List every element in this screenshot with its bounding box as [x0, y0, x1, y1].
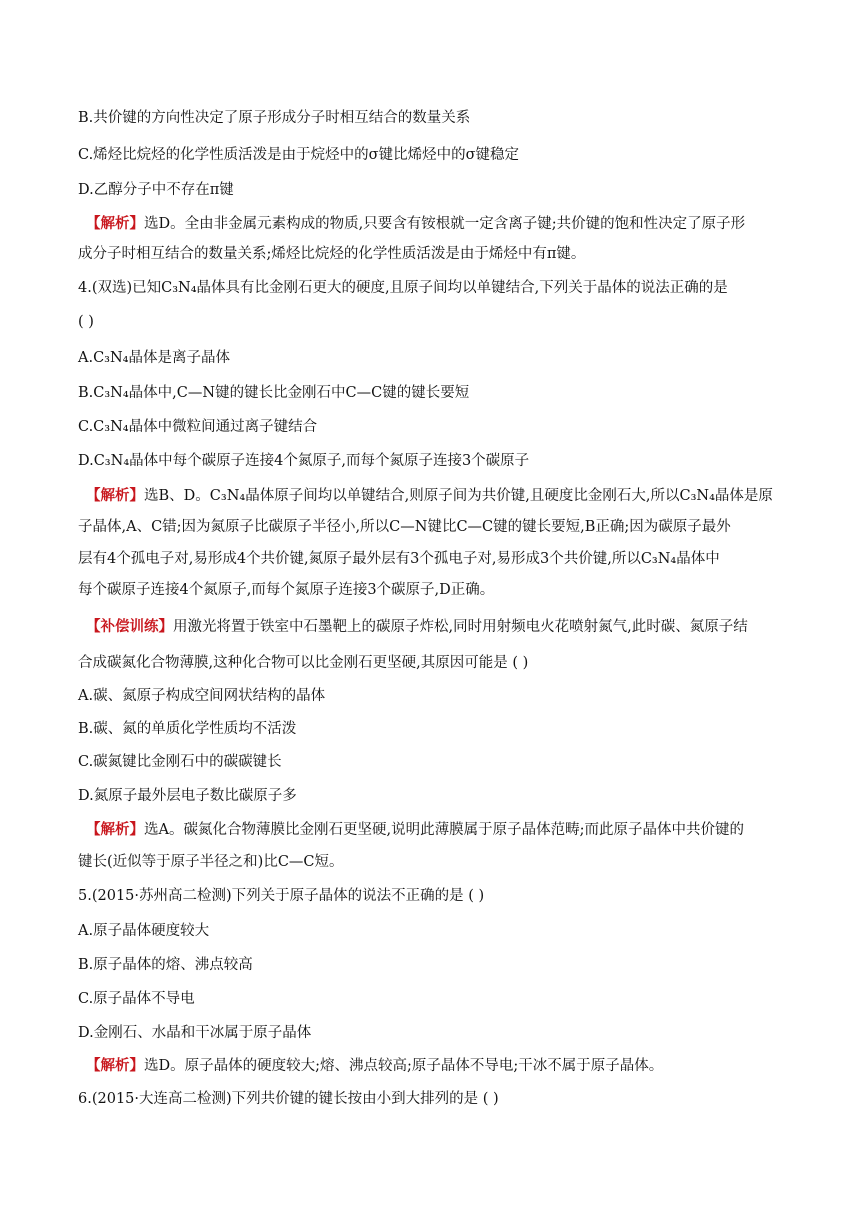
q5-analysis-text: 选D。原子晶体的硬度较大;熔、沸点较高;原子晶体不导电;干冰不属于原子晶体。 — [144, 1058, 664, 1074]
q4-option-b: B.C₃N₄晶体中,C—N键的键长比金刚石中C—C键的键长要短 — [78, 385, 470, 401]
q4-stem: 4.(双选)已知C₃N₄晶体具有比金刚石更大的硬度,且原子间均以单键结合,下列关于晶体的说法正确的是 — [78, 280, 728, 296]
q4-analysis — [86, 486, 798, 506]
q4-analysis-cont-1: 子晶体,A、C错;因为氮原子比碳原子半径小,所以C—N键比C—C键的键长要短,B正确;因为碳原子最外 — [78, 519, 731, 535]
bonus-option-c: C.碳氮键比金刚石中的碳碳键长 — [78, 754, 282, 770]
q4-stem-paren: ( ) — [78, 314, 94, 330]
q5-option-c: C.原子晶体不导电 — [78, 991, 195, 1007]
q5-option-a: A.原子晶体硬度较大 — [78, 923, 210, 939]
q3-analysis-cont: 成分子时相互结合的数量关系;烯烃比烷烃的化学性质活泼是由于烯烃中有π键。 — [78, 246, 586, 262]
q4-option-c: C.C₃N₄晶体中微粒间通过离子键结合 — [78, 419, 318, 435]
analysis-tag: 【解析】 — [86, 215, 144, 232]
q4-analysis-cont-2: 层有4个孤电子对,易形成4个共价键,氮原子最外层有3个孤电子对,易形成3个共价键,所以C₃N₄晶体中 — [78, 551, 720, 567]
bonus-analysis-cont: 键长(近似等于原子半径之和)比C—C短。 — [78, 854, 344, 870]
bonus-analysis — [86, 820, 798, 840]
bonus-stem-cont: 合成碳氮化合物薄膜,这种化合物可以比金刚石更坚硬,其原因可能是 ( ) — [78, 655, 529, 671]
q3-option-c: C.烯烃比烷烃的化学性质活泼是由于烷烃中的σ键比烯烃中的σ键稳定 — [78, 147, 519, 163]
bonus-stem-text: 用激光将置于铁室中石墨靶上的碳原子炸松,同时用射频电火花喷射氮气,此时碳、氮原子结 — [173, 619, 748, 635]
analysis-tag: 【解析】 — [86, 821, 144, 838]
q5-stem: 5.(2015·苏州高二检测)下列关于原子晶体的说法不正确的是 ( ) — [78, 888, 485, 904]
q3-option-b: B.共价键的方向性决定了原子形成分子时相互结合的数量关系 — [78, 110, 471, 126]
q3-option-d: D.乙醇分子中不存在π键 — [78, 182, 234, 198]
analysis-tag: 【解析】 — [86, 487, 144, 504]
q4-option-d: D.C₃N₄晶体中每个碳原子连接4个氮原子,而每个氮原子连接3个碳原子 — [78, 453, 530, 469]
bonus-tag: 【补偿训练】 — [86, 618, 173, 635]
q5-option-b: B.原子晶体的熔、沸点较高 — [78, 957, 253, 973]
bonus-stem — [86, 617, 798, 637]
q3-analysis — [86, 214, 798, 234]
q4-option-a: A.C₃N₄晶体是离子晶体 — [78, 350, 230, 366]
q5-option-d: D.金刚石、水晶和干冰属于原子晶体 — [78, 1025, 312, 1041]
bonus-option-a: A.碳、氮原子构成空间网状结构的晶体 — [78, 688, 326, 704]
bonus-option-d: D.氮原子最外层电子数比碳原子多 — [78, 788, 297, 804]
q3-analysis-text: 选D。全由非金属元素构成的物质,只要含有铵根就一定含离子键;共价键的饱和性决定了原子形 — [144, 216, 746, 232]
analysis-tag: 【解析】 — [86, 1057, 144, 1074]
bonus-option-b: B.碳、氮的单质化学性质均不活泼 — [78, 721, 297, 737]
q6-stem: 6.(2015·大连高二检测)下列共价键的键长按由小到大排列的是 ( ) — [78, 1091, 499, 1107]
bonus-analysis-text: 选A。碳氮化合物薄膜比金刚石更坚硬,说明此薄膜属于原子晶体范畴;而此原子晶体中共价键的 — [144, 822, 744, 838]
q4-analysis-cont-3: 每个碳原子连接4个氮原子,而每个氮原子连接3个碳原子,D正确。 — [78, 582, 495, 598]
q4-analysis-text: 选B、D。C₃N₄晶体原子间均以单键结合,则原子间为共价键,且硬度比金刚石大,所以C₃N₄晶体是原 — [144, 488, 773, 504]
q5-analysis — [86, 1056, 798, 1076]
